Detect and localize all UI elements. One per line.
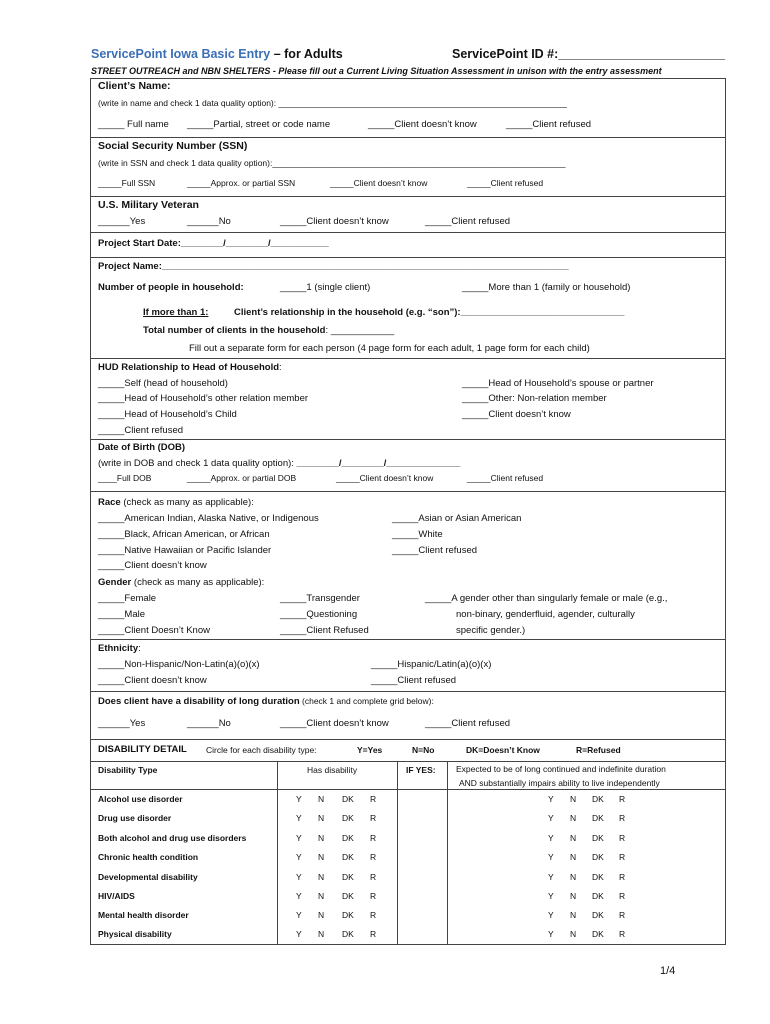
disability-detail-instruction: Circle for each disability type:	[206, 745, 317, 755]
has-disability-option-dk[interactable]: DK	[342, 891, 354, 901]
gender-opt-other[interactable]: _____A gender other than singularly female or male (e.g.,	[425, 593, 668, 604]
gender-opt-female[interactable]: _____Female	[98, 593, 157, 604]
long-duration-option-y[interactable]: Y	[548, 910, 554, 920]
long-duration-option-r[interactable]: R	[619, 833, 626, 843]
has-disability-option-y[interactable]: Y	[296, 833, 302, 843]
household-count-label: Number of people in household:	[98, 282, 244, 293]
has-disability-option-dk[interactable]: DK	[342, 833, 354, 843]
client-name-opt-partial[interactable]: _____Partial, street or code name	[187, 119, 331, 130]
relationship-field[interactable]: Client’s relationship in the household (e.g. “son”):_______________________________	[234, 307, 625, 318]
long-duration-option-y[interactable]: Y	[548, 852, 554, 862]
race-heading	[98, 496, 254, 509]
race-hint: (check as many as applicable):	[120, 497, 254, 508]
disability-row-label: Alcohol use disorder	[98, 794, 183, 804]
has-disability-option-r[interactable]: R	[370, 872, 377, 882]
long-duration-option-r[interactable]: R	[619, 813, 626, 823]
ethnicity-opt-non-hispanic[interactable]: _____Non-Hispanic/Non-Latin(a)(o)(x)	[98, 659, 260, 670]
legend-refused: R=Refused	[576, 745, 621, 755]
hud-opt-dk[interactable]: _____Client doesn’t know	[462, 409, 571, 420]
disability-detail-title: DISABILITY DETAIL	[98, 744, 187, 755]
long-duration-option-dk[interactable]: DK	[592, 929, 604, 939]
client-name-opt-refused[interactable]: _____Client refused	[506, 119, 592, 130]
disability-opt-yes[interactable]: ______Yes	[98, 718, 146, 729]
gender-opt-male[interactable]: _____Male	[98, 609, 146, 620]
col-disability-type: Disability Type	[98, 765, 158, 775]
client-name-label: Client’s Name:	[98, 80, 171, 92]
race-opt-asian[interactable]: _____Asian or Asian American	[392, 513, 522, 524]
long-duration-option-y[interactable]: Y	[548, 833, 554, 843]
if-more-than-1-label: If more than 1:	[143, 307, 209, 318]
long-duration-option-y[interactable]: Y	[548, 794, 554, 804]
gender-heading	[98, 576, 264, 589]
total-clients-row	[143, 324, 394, 337]
divider	[90, 639, 726, 640]
has-disability-option-n[interactable]: N	[318, 833, 325, 843]
long-duration-option-r[interactable]: R	[619, 910, 626, 920]
gender-opt-dk[interactable]: _____Client Doesn’t Know	[98, 625, 210, 636]
has-disability-option-r[interactable]: R	[370, 910, 377, 920]
disability-opt-dk[interactable]: _____Client doesn’t know	[280, 718, 389, 729]
long-duration-option-n[interactable]: N	[570, 794, 577, 804]
disability-question-label: Does client have a disability of long duration	[98, 696, 300, 707]
divider	[90, 439, 726, 440]
form-title-suffix: – for Adults	[270, 47, 343, 61]
long-duration-option-r[interactable]: R	[619, 852, 626, 862]
ethnicity-opt-hispanic[interactable]: _____Hispanic/Latin(a)(o)(x)	[371, 659, 492, 670]
hud-opt-non-relation[interactable]: _____Other: Non-relation member	[462, 393, 607, 404]
form-title	[91, 47, 343, 61]
hud-relationship-label: HUD Relationship to Head of Household	[98, 362, 280, 373]
gender-opt-refused[interactable]: _____Client Refused	[280, 625, 369, 636]
race-opt-white[interactable]: _____White	[392, 529, 443, 540]
long-duration-option-y[interactable]: Y	[548, 813, 554, 823]
has-disability-option-r[interactable]: R	[370, 929, 377, 939]
table-col-divider	[397, 761, 398, 945]
ethnicity-heading	[98, 642, 141, 655]
hud-opt-refused[interactable]: _____Client refused	[98, 425, 184, 436]
client-name-instruction	[98, 97, 567, 110]
hud-opt-spouse[interactable]: _____Head of Household’s spouse or partner	[462, 378, 654, 389]
col-has-disability: Has disability	[307, 765, 358, 775]
separate-form-note: Fill out a separate form for each person (4 page form for each adult, 1 page form for each child)	[189, 343, 590, 354]
dob-instruction-text: (write in DOB and check 1 data quality option):	[98, 458, 297, 469]
ssn-opt-full[interactable]: _____Full SSN	[98, 178, 156, 188]
has-disability-option-dk[interactable]: DK	[342, 794, 354, 804]
total-clients-label: Total number of clients in the household	[143, 325, 326, 336]
legend-no: N=No	[412, 745, 435, 755]
project-start-date-field[interactable]: Project Start Date:________/________/___________	[98, 238, 329, 249]
hud-relationship-heading	[98, 361, 282, 374]
ssn-label: Social Security Number (SSN)	[98, 140, 248, 152]
long-duration-option-r[interactable]: R	[619, 872, 626, 882]
page-number: 1/4	[660, 965, 676, 977]
has-disability-option-r[interactable]: R	[370, 813, 377, 823]
divider	[90, 739, 726, 740]
has-disability-option-y[interactable]: Y	[296, 852, 302, 862]
disability-row-label: Mental health disorder	[98, 910, 189, 920]
client-name-input[interactable]: _____________________________________________________________	[278, 98, 567, 108]
disability-opt-refused[interactable]: _____Client refused	[425, 718, 511, 729]
veteran-opt-no[interactable]: ______No	[187, 216, 231, 227]
ssn-opt-dk[interactable]: _____Client doesn’t know	[330, 178, 428, 188]
has-disability-option-n[interactable]: N	[318, 891, 325, 901]
hud-opt-other-relation[interactable]: _____Head of Household’s other relation member	[98, 393, 309, 404]
has-disability-option-y[interactable]: Y	[296, 910, 302, 920]
household-opt-single[interactable]: _____1 (single client)	[280, 282, 371, 293]
ethnicity-colon: :	[138, 643, 141, 654]
col-if-yes: IF YES:	[406, 765, 436, 775]
long-duration-option-dk[interactable]: DK	[592, 794, 604, 804]
client-name-opt-dk[interactable]: _____Client doesn’t know	[368, 119, 477, 130]
divider	[90, 691, 726, 692]
disability-row-label: Both alcohol and drug use disorders	[98, 833, 247, 843]
ssn-opt-refused[interactable]: _____Client refused	[467, 178, 544, 188]
veteran-opt-yes[interactable]: ______Yes	[98, 216, 146, 227]
hud-opt-child[interactable]: _____Head of Household’s Child	[98, 409, 237, 420]
has-disability-option-n[interactable]: N	[318, 813, 325, 823]
has-disability-option-n[interactable]: N	[318, 794, 325, 804]
dob-opt-partial[interactable]: _____Approx. or partial DOB	[187, 473, 297, 483]
race-opt-black[interactable]: _____Black, African American, or African	[98, 529, 270, 540]
gender-opt-other-line3: specific gender.)	[456, 625, 526, 636]
divider	[90, 137, 726, 138]
has-disability-option-r[interactable]: R	[370, 794, 377, 804]
long-duration-option-n[interactable]: N	[570, 910, 577, 920]
long-duration-option-y[interactable]: Y	[548, 891, 554, 901]
client-name-instruction-text: (write in name and check 1 data quality option):	[98, 98, 279, 108]
ethnicity-opt-dk[interactable]: _____Client doesn’t know	[98, 675, 207, 686]
has-disability-option-n[interactable]: N	[318, 852, 325, 862]
disability-row-label: Drug use disorder	[98, 813, 172, 823]
disability-question-hint: (check 1 and complete grid below):	[299, 696, 434, 706]
form-subtitle: STREET OUTREACH and NBN SHELTERS - Please fill out a Current Living Situation Assessment in unison with the entry assessment	[91, 66, 662, 76]
long-duration-option-n[interactable]: N	[570, 833, 577, 843]
long-duration-option-dk[interactable]: DK	[592, 910, 604, 920]
long-duration-option-r[interactable]: R	[619, 794, 626, 804]
legend-yes: Y=Yes	[357, 745, 383, 755]
ethnicity-label: Ethnicity	[98, 643, 139, 654]
col-expected-line2: AND substantially impairs ability to live independently	[459, 778, 660, 788]
ssn-input[interactable]: ______________________________________________________________	[272, 158, 566, 168]
project-name-field[interactable]: Project Name:_____________________________________________________________________________	[98, 261, 569, 272]
long-duration-option-dk[interactable]: DK	[592, 833, 604, 843]
gender-opt-other-line2: non-binary, genderfluid, agender, culturally	[456, 609, 635, 620]
household-opt-multiple[interactable]: _____More than 1 (family or household)	[462, 282, 631, 293]
long-duration-option-r[interactable]: R	[619, 929, 626, 939]
veteran-opt-dk[interactable]: _____Client doesn’t know	[280, 216, 389, 227]
gender-hint: (check as many as applicable):	[131, 577, 265, 588]
has-disability-option-r[interactable]: R	[370, 833, 377, 843]
race-opt-dk[interactable]: _____Client doesn’t know	[98, 560, 207, 571]
gender-opt-transgender[interactable]: _____Transgender	[280, 593, 360, 604]
veteran-opt-refused[interactable]: _____Client refused	[425, 216, 511, 227]
total-clients-input[interactable]: : ____________	[325, 325, 395, 336]
has-disability-option-y[interactable]: Y	[296, 794, 302, 804]
divider	[90, 257, 726, 258]
long-duration-option-dk[interactable]: DK	[592, 813, 604, 823]
divider	[90, 491, 726, 492]
has-disability-option-r[interactable]: R	[370, 852, 377, 862]
table-col-divider	[277, 761, 278, 945]
has-disability-option-n[interactable]: N	[318, 910, 325, 920]
has-disability-option-r[interactable]: R	[370, 891, 377, 901]
dob-input[interactable]: ________/________/______________	[296, 458, 461, 469]
divider	[90, 196, 726, 197]
disability-opt-no[interactable]: ______No	[187, 718, 231, 729]
divider	[90, 358, 726, 359]
long-duration-option-dk[interactable]: DK	[592, 872, 604, 882]
long-duration-option-dk[interactable]: DK	[592, 891, 604, 901]
long-duration-option-n[interactable]: N	[570, 852, 577, 862]
long-duration-option-r[interactable]: R	[619, 891, 626, 901]
veteran-label: U.S. Military Veteran	[98, 199, 199, 211]
has-disability-option-dk[interactable]: DK	[342, 813, 354, 823]
long-duration-option-dk[interactable]: DK	[592, 852, 604, 862]
disability-row-label: HIV/AIDS	[98, 891, 135, 901]
gender-opt-questioning[interactable]: _____Questioning	[280, 609, 358, 620]
long-duration-option-n[interactable]: N	[570, 891, 577, 901]
servicepoint-id-field[interactable]: ServicePoint ID #:________________________	[452, 47, 726, 61]
disability-row-label: Developmental disability	[98, 872, 198, 882]
client-name-opt-full[interactable]: _____ Full name	[98, 119, 169, 130]
has-disability-option-n[interactable]: N	[318, 929, 325, 939]
long-duration-option-n[interactable]: N	[570, 813, 577, 823]
race-opt-refused[interactable]: _____Client refused	[392, 545, 478, 556]
race-opt-american-indian[interactable]: _____American Indian, Alaska Native, or Indigenous	[98, 513, 319, 524]
divider	[90, 761, 726, 762]
has-disability-option-dk[interactable]: DK	[342, 929, 354, 939]
race-opt-pacific-islander[interactable]: _____Native Hawaiian or Pacific Islander	[98, 545, 272, 556]
has-disability-option-y[interactable]: Y	[296, 891, 302, 901]
long-duration-option-y[interactable]: Y	[548, 929, 554, 939]
ssn-instruction-text: (write in SSN and check 1 data quality option):	[98, 158, 273, 168]
has-disability-option-y[interactable]: Y	[296, 813, 302, 823]
race-label: Race	[98, 497, 121, 508]
has-disability-option-y[interactable]: Y	[296, 872, 302, 882]
legend-dk: DK=Doesn’t Know	[466, 745, 540, 755]
col-expected-line1: Expected to be of long continued and indefinite duration	[456, 764, 666, 774]
hud-opt-self[interactable]: _____Self (head of household)	[98, 378, 228, 389]
table-col-divider	[447, 761, 448, 945]
has-disability-option-dk[interactable]: DK	[342, 872, 354, 882]
disability-row-label: Chronic health condition	[98, 852, 199, 862]
ethnicity-opt-refused[interactable]: _____Client refused	[371, 675, 457, 686]
dob-opt-dk[interactable]: _____Client doesn’t know	[336, 473, 434, 483]
dob-label: Date of Birth (DOB)	[98, 442, 186, 453]
has-disability-option-y[interactable]: Y	[296, 929, 302, 939]
long-duration-option-n[interactable]: N	[570, 929, 577, 939]
hud-relationship-colon: :	[279, 362, 282, 373]
ssn-opt-partial[interactable]: _____Approx. or partial SSN	[187, 178, 296, 188]
ssn-instruction	[98, 157, 565, 170]
long-duration-option-n[interactable]: N	[570, 872, 577, 882]
dob-opt-full[interactable]: ____Full DOB	[98, 473, 152, 483]
form-title-blue: ServicePoint Iowa Basic Entry	[91, 47, 271, 61]
gender-label: Gender	[98, 577, 132, 588]
has-disability-option-dk[interactable]: DK	[342, 852, 354, 862]
divider	[90, 232, 726, 233]
has-disability-option-dk[interactable]: DK	[342, 910, 354, 920]
has-disability-option-n[interactable]: N	[318, 872, 325, 882]
disability-question	[98, 695, 434, 708]
dob-opt-refused[interactable]: _____Client refused	[467, 473, 544, 483]
disability-row-label: Physical disability	[98, 929, 172, 939]
long-duration-option-y[interactable]: Y	[548, 872, 554, 882]
dob-instruction	[98, 457, 460, 470]
